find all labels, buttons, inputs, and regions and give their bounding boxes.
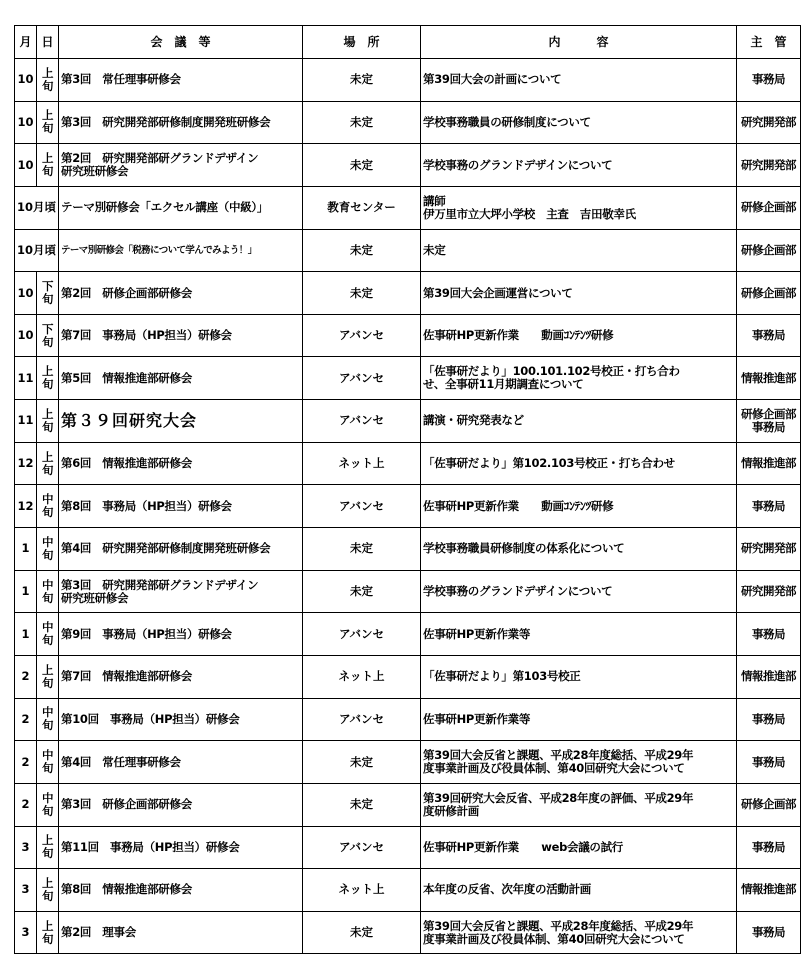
month-cell: 1 <box>15 528 37 571</box>
header-meeting: 会 議 等 <box>59 26 303 59</box>
meeting-cell <box>59 911 303 954</box>
table-row <box>15 186 801 229</box>
day-cell: 中旬 <box>37 485 59 528</box>
day-cell: 中旬 <box>37 570 59 613</box>
meeting-cell <box>59 655 303 698</box>
meeting-cell-line: 第8回 情報推進部研修会 <box>61 882 192 897</box>
sponsor-cell-line: 情報推進部 <box>741 669 796 684</box>
day-cell: 上旬 <box>37 59 59 102</box>
month-cell: 1 <box>15 570 37 613</box>
sponsor-cell <box>737 741 801 784</box>
meeting-cell <box>59 272 303 315</box>
schedule-body <box>15 26 801 954</box>
sponsor-cell-line: 事務局 <box>752 419 785 434</box>
table-row <box>15 826 801 869</box>
table-row <box>15 229 801 272</box>
day-cell: 下旬 <box>37 314 59 357</box>
place-cell: ネット上 <box>303 869 421 912</box>
day-cell: 上旬 <box>37 400 59 443</box>
sponsor-cell <box>737 101 801 144</box>
meeting-cell <box>59 741 303 784</box>
header-sponsor: 主 管 <box>737 26 801 59</box>
content-cell-line: 「佐事研だより」第103号校正 <box>423 669 581 684</box>
sponsor-cell-line: 研修企画部 <box>741 285 796 300</box>
month-cell: 2 <box>15 783 37 826</box>
sponsor-cell <box>737 613 801 656</box>
sponsor-cell <box>737 400 801 443</box>
day-cell: 上旬 <box>37 101 59 144</box>
content-cell <box>421 357 737 400</box>
place-cell: アバンセ <box>303 485 421 528</box>
sponsor-cell-line: 研修企画部 <box>741 797 796 812</box>
content-cell-line: 佐事研HP更新作業 動画ｺﾝﾃﾝﾂ研修 <box>423 328 614 343</box>
meeting-cell <box>59 442 303 485</box>
sponsor-cell <box>737 442 801 485</box>
schedule-table <box>14 25 801 954</box>
content-cell-line: せ、全事研11月期調査について <box>423 377 584 392</box>
meeting-cell-line: 第3回 研究開発部研修制度開発班研修会 <box>61 114 271 129</box>
content-cell-line: 第39回大会の計画について <box>423 72 562 87</box>
sponsor-cell-line: 研究開発部 <box>741 541 796 556</box>
header-place: 場 所 <box>303 26 421 59</box>
month-cell: 1 <box>15 613 37 656</box>
content-cell <box>421 59 737 102</box>
day-cell: 中旬 <box>37 528 59 571</box>
sponsor-cell-line: 事務局 <box>752 711 785 726</box>
content-cell <box>421 783 737 826</box>
meeting-cell-line: 第2回 理事会 <box>61 925 136 940</box>
meeting-cell-line: 第2回 研修企画部研修会 <box>61 285 192 300</box>
content-cell <box>421 186 737 229</box>
meeting-cell-line: 第3回 研修企画部研修会 <box>61 797 192 812</box>
month-day-cell: 10月頃 <box>15 229 59 272</box>
content-cell <box>421 229 737 272</box>
content-cell-line: 第39回大会企画運営について <box>423 285 573 300</box>
month-cell: 2 <box>15 655 37 698</box>
day-cell: 中旬 <box>37 741 59 784</box>
meeting-cell <box>59 229 303 272</box>
month-cell: 11 <box>15 400 37 443</box>
table-row <box>15 357 801 400</box>
month-cell: 11 <box>15 357 37 400</box>
sponsor-cell-line: 情報推進部 <box>741 456 796 471</box>
table-row <box>15 655 801 698</box>
content-cell-line: 佐事研HP更新作業 動画ｺﾝﾃﾝﾂ研修 <box>423 498 614 513</box>
place-cell: 未定 <box>303 783 421 826</box>
content-cell <box>421 272 737 315</box>
sponsor-cell-line: 事務局 <box>752 72 785 87</box>
table-row <box>15 272 801 315</box>
sponsor-cell-line: 研修企画部 <box>741 242 796 257</box>
place-cell: 未定 <box>303 229 421 272</box>
day-cell: 上旬 <box>37 655 59 698</box>
meeting-cell-line: 第4回 常任理事研修会 <box>61 754 181 769</box>
content-cell <box>421 911 737 954</box>
place-cell: アバンセ <box>303 357 421 400</box>
content-cell <box>421 655 737 698</box>
content-cell-line: 度事業計画及び役員体制、第40回研究大会について <box>423 761 685 776</box>
table-row <box>15 442 801 485</box>
place-cell: 未定 <box>303 911 421 954</box>
meeting-cell <box>59 570 303 613</box>
content-cell-line: 「佐事研だより」100.101.102号校正・打ち合わ <box>423 364 680 379</box>
content-cell-line: 伊万里市立大坪小学校 主査 吉田敬幸氏 <box>423 206 636 221</box>
meeting-cell-line: 第5回 情報推進部研修会 <box>61 370 192 385</box>
sponsor-cell <box>737 869 801 912</box>
table-row <box>15 485 801 528</box>
month-cell: 10 <box>15 272 37 315</box>
content-cell <box>421 869 737 912</box>
sponsor-cell <box>737 826 801 869</box>
content-cell-line: 佐事研HP更新作業等 <box>423 711 531 726</box>
content-cell <box>421 570 737 613</box>
content-cell-line: 度研修計画 <box>423 803 479 818</box>
sponsor-cell-line: 事務局 <box>752 925 785 940</box>
sponsor-cell-line: 研究開発部 <box>741 584 796 598</box>
sponsor-cell <box>737 59 801 102</box>
content-cell-line: 未定 <box>423 242 446 257</box>
table-row <box>15 400 801 443</box>
meeting-cell <box>59 826 303 869</box>
table-row <box>15 869 801 912</box>
day-cell: 下旬 <box>37 272 59 315</box>
sponsor-cell-line: 事務局 <box>752 328 785 343</box>
content-cell <box>421 613 737 656</box>
meeting-cell-line: テーマ別研修会「エクセル講座（中級）」 <box>61 200 269 215</box>
meeting-cell-line: 第11回 事務局（HP担当）研修会 <box>61 839 240 854</box>
meeting-cell <box>59 357 303 400</box>
content-cell <box>421 442 737 485</box>
place-cell: アバンセ <box>303 314 421 357</box>
content-cell-line: 第39回大会反省と課題、平成28年度総括、平成29年 <box>423 748 694 763</box>
table-row <box>15 741 801 784</box>
table-row <box>15 613 801 656</box>
content-cell-line: 学校事務のグランドデザインについて <box>423 157 613 172</box>
month-cell: 2 <box>15 698 37 741</box>
content-cell-line: 学校事務職員研修制度の体系化について <box>423 541 625 556</box>
month-cell: 10 <box>15 314 37 357</box>
header-month: 月 <box>15 26 37 59</box>
meeting-cell-line: 研究班研修会 <box>61 590 129 605</box>
meeting-cell <box>59 314 303 357</box>
content-cell-line: 講演・研究発表など <box>423 413 524 428</box>
sponsor-cell <box>737 655 801 698</box>
meeting-cell-line: 第10回 事務局（HP担当）研修会 <box>61 711 240 726</box>
content-cell <box>421 400 737 443</box>
sponsor-cell-line: 研究開発部 <box>741 157 796 172</box>
meeting-cell-line: 第7回 事務局（HP担当）研修会 <box>61 328 232 343</box>
content-cell-line: 第39回研究大会反省、平成28年度の評価、平成29年 <box>423 790 694 805</box>
content-cell <box>421 741 737 784</box>
meeting-cell-line: 第4回 研究開発部研修制度開発班研修会 <box>61 541 271 556</box>
sponsor-cell <box>737 528 801 571</box>
sponsor-cell-line: 情報推進部 <box>741 882 796 897</box>
month-cell: 3 <box>15 869 37 912</box>
place-cell: 未定 <box>303 101 421 144</box>
sponsor-cell <box>737 570 801 613</box>
day-cell: 中旬 <box>37 783 59 826</box>
month-cell: 12 <box>15 442 37 485</box>
content-cell-line: 「佐事研だより」第102.103号校正・打ち合わせ <box>423 456 675 471</box>
sponsor-cell <box>737 314 801 357</box>
content-cell-line: 佐事研HP更新作業等 <box>423 626 531 641</box>
place-cell: アバンセ <box>303 400 421 443</box>
month-cell: 3 <box>15 826 37 869</box>
meeting-cell-line: 第6回 情報推進部研修会 <box>61 456 192 471</box>
place-cell: ネット上 <box>303 655 421 698</box>
meeting-cell <box>59 101 303 144</box>
meeting-cell <box>59 783 303 826</box>
month-cell: 10 <box>15 101 37 144</box>
day-cell: 中旬 <box>37 613 59 656</box>
meeting-cell-line: 第9回 事務局（HP担当）研修会 <box>61 626 232 641</box>
meeting-cell-line: 第2回 研究開発部研グランドデザイン <box>61 151 259 166</box>
meeting-cell <box>59 59 303 102</box>
day-cell: 中旬 <box>37 698 59 741</box>
sponsor-cell <box>737 357 801 400</box>
meeting-cell-line: テーマ別研修会「税務について学んでみよう！」 <box>61 244 257 256</box>
table-row <box>15 144 801 187</box>
meeting-cell <box>59 698 303 741</box>
meeting-cell-line: 第8回 事務局（HP担当）研修会 <box>61 498 232 513</box>
sponsor-cell <box>737 783 801 826</box>
place-cell: ネット上 <box>303 442 421 485</box>
sponsor-cell <box>737 229 801 272</box>
sponsor-cell-line: 事務局 <box>752 754 785 769</box>
meeting-cell <box>59 144 303 187</box>
meeting-cell <box>59 528 303 571</box>
month-cell: 10 <box>15 59 37 102</box>
place-cell: アバンセ <box>303 613 421 656</box>
table-row <box>15 911 801 954</box>
place-cell: 未定 <box>303 144 421 187</box>
meeting-cell-line: 研究班研修会 <box>61 164 129 179</box>
table-row <box>15 698 801 741</box>
sponsor-cell-line: 研修企画部 <box>741 200 796 215</box>
content-cell <box>421 698 737 741</box>
day-cell: 上旬 <box>37 911 59 954</box>
meeting-cell <box>59 485 303 528</box>
content-cell <box>421 485 737 528</box>
sponsor-cell <box>737 272 801 315</box>
day-cell: 上旬 <box>37 442 59 485</box>
month-cell: 12 <box>15 485 37 528</box>
content-cell-line: 講師 <box>423 193 446 208</box>
month-cell: 3 <box>15 911 37 954</box>
month-day-cell: 10月頃 <box>15 186 59 229</box>
content-cell-line: 学校事務職員の研修制度について <box>423 114 591 129</box>
sponsor-cell <box>737 144 801 187</box>
meeting-cell-line: 第３９回研究大会 <box>61 411 198 431</box>
content-cell-line: 佐事研HP更新作業 web会議の試行 <box>423 839 624 854</box>
day-cell: 上旬 <box>37 144 59 187</box>
day-cell: 上旬 <box>37 357 59 400</box>
place-cell: 未定 <box>303 59 421 102</box>
sponsor-cell-line: 情報推進部 <box>741 370 796 385</box>
header-day: 日 <box>37 26 59 59</box>
content-cell-line: 第39回大会反省と課題、平成28年度総括、平成29年 <box>423 918 694 933</box>
place-cell: 未定 <box>303 570 421 613</box>
month-cell: 10 <box>15 144 37 187</box>
meeting-cell <box>59 400 303 443</box>
sponsor-cell-line: 研究開発部 <box>741 114 796 129</box>
table-row <box>15 314 801 357</box>
sponsor-cell <box>737 911 801 954</box>
sponsor-cell <box>737 698 801 741</box>
content-cell <box>421 528 737 571</box>
month-cell: 2 <box>15 741 37 784</box>
day-cell: 上旬 <box>37 826 59 869</box>
table-row <box>15 528 801 571</box>
header-content: 内 容 <box>421 26 737 59</box>
sponsor-cell <box>737 485 801 528</box>
meeting-cell <box>59 613 303 656</box>
place-cell: 教育センター <box>303 186 421 229</box>
sponsor-cell-line: 事務局 <box>752 839 785 854</box>
place-cell: 未定 <box>303 528 421 571</box>
header-row <box>15 26 801 59</box>
content-cell-line: 度事業計画及び役員体制、第40回研究大会について <box>423 931 685 946</box>
meeting-cell-line: 第3回 研究開発部研グランドデザイン <box>61 577 259 592</box>
table-row <box>15 59 801 102</box>
meeting-cell <box>59 186 303 229</box>
day-cell: 上旬 <box>37 869 59 912</box>
meeting-cell-line: 第7回 情報推進部研修会 <box>61 669 192 684</box>
sponsor-cell-line: 事務局 <box>752 498 785 513</box>
sponsor-cell <box>737 186 801 229</box>
sponsor-cell-line: 事務局 <box>752 626 785 641</box>
content-cell <box>421 101 737 144</box>
table-row <box>15 570 801 613</box>
sponsor-cell-line: 研修企画部 <box>741 406 796 421</box>
content-cell <box>421 144 737 187</box>
content-cell <box>421 826 737 869</box>
place-cell: 未定 <box>303 741 421 784</box>
content-cell <box>421 314 737 357</box>
place-cell: アバンセ <box>303 698 421 741</box>
content-cell-line: 学校事務のグランドデザインについて <box>423 584 613 598</box>
meeting-cell-line: 第3回 常任理事研修会 <box>61 72 181 87</box>
content-cell-line: 本年度の反省、次年度の活動計画 <box>423 882 591 897</box>
table-row <box>15 783 801 826</box>
table-row <box>15 101 801 144</box>
place-cell: アバンセ <box>303 826 421 869</box>
meeting-cell <box>59 869 303 912</box>
place-cell: 未定 <box>303 272 421 315</box>
